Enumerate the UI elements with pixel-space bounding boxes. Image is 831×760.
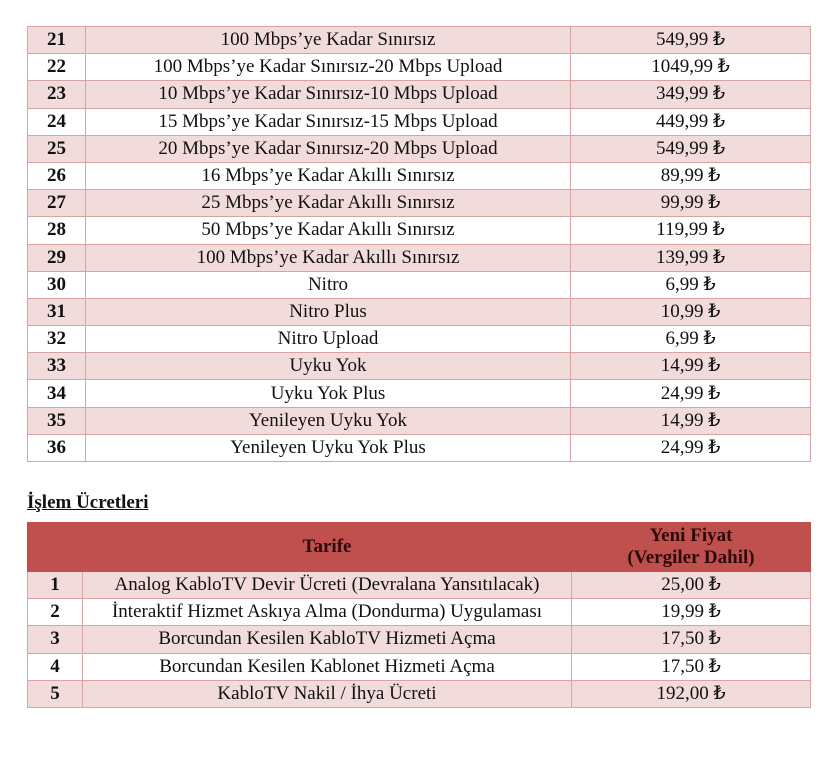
row-name: Analog KabloTV Devir Ücreti (Devralana Yansıtılacak) — [83, 572, 572, 599]
row-number: 35 — [28, 407, 86, 434]
table-row — [28, 626, 811, 653]
row-price: 99,99 ₺ — [571, 190, 811, 217]
header-no — [28, 523, 83, 572]
row-name: 100 Mbps’ye Kadar Sınırsız — [86, 27, 571, 54]
table-row — [28, 407, 811, 434]
fees-table — [27, 522, 811, 708]
row-price: 25,00 ₺ — [572, 572, 811, 599]
row-number: 26 — [28, 162, 86, 189]
row-price: 24,99 ₺ — [571, 434, 811, 461]
table-row — [28, 680, 811, 707]
table-row — [28, 434, 811, 461]
table-row — [28, 271, 811, 298]
section-title-islem-ucretleri: İşlem Ücretleri — [27, 492, 149, 513]
table-row — [28, 81, 811, 108]
row-number: 36 — [28, 434, 86, 461]
row-price: 10,99 ₺ — [571, 298, 811, 325]
header-tarife: Tarife — [83, 523, 572, 572]
row-name: Uyku Yok Plus — [86, 380, 571, 407]
row-name: 25 Mbps’ye Kadar Akıllı Sınırsız — [86, 190, 571, 217]
table-row — [28, 653, 811, 680]
row-number: 29 — [28, 244, 86, 271]
row-number: 33 — [28, 353, 86, 380]
row-number: 21 — [28, 27, 86, 54]
table-row — [28, 353, 811, 380]
tariff-table — [27, 26, 811, 462]
row-name: 16 Mbps’ye Kadar Akıllı Sınırsız — [86, 162, 571, 189]
row-name: 50 Mbps’ye Kadar Akıllı Sınırsız — [86, 217, 571, 244]
row-price: 449,99 ₺ — [571, 108, 811, 135]
row-name: İnteraktif Hizmet Askıya Alma (Dondurma) Uygulaması — [83, 599, 572, 626]
header-price-line1: Yeni Fiyat — [649, 525, 733, 546]
row-number: 4 — [28, 653, 83, 680]
row-price: 17,50 ₺ — [572, 653, 811, 680]
table-row — [28, 27, 811, 54]
table-row — [28, 298, 811, 325]
row-name: Borcundan Kesilen Kablonet Hizmeti Açma — [83, 653, 572, 680]
tariff-table-body — [28, 27, 811, 462]
table-row — [28, 54, 811, 81]
row-price: 17,50 ₺ — [572, 626, 811, 653]
row-number: 34 — [28, 380, 86, 407]
row-number: 3 — [28, 626, 83, 653]
row-price: 1049,99 ₺ — [571, 54, 811, 81]
table-row — [28, 190, 811, 217]
row-name: Nitro Upload — [86, 326, 571, 353]
row-number: 1 — [28, 572, 83, 599]
row-price: 89,99 ₺ — [571, 162, 811, 189]
row-number: 22 — [28, 54, 86, 81]
row-name: 15 Mbps’ye Kadar Sınırsız-15 Mbps Upload — [86, 108, 571, 135]
row-number: 5 — [28, 680, 83, 707]
row-name: Borcundan Kesilen KabloTV Hizmeti Açma — [83, 626, 572, 653]
table-row — [28, 162, 811, 189]
row-number: 31 — [28, 298, 86, 325]
row-number: 28 — [28, 217, 86, 244]
row-price: 19,99 ₺ — [572, 599, 811, 626]
row-price: 549,99 ₺ — [571, 135, 811, 162]
row-name: 20 Mbps’ye Kadar Sınırsız-20 Mbps Upload — [86, 135, 571, 162]
row-name: KabloTV Nakil / İhya Ücreti — [83, 680, 572, 707]
table-row — [28, 217, 811, 244]
row-price: 192,00 ₺ — [572, 680, 811, 707]
row-price: 549,99 ₺ — [571, 27, 811, 54]
row-price: 6,99 ₺ — [571, 271, 811, 298]
row-name: Uyku Yok — [86, 353, 571, 380]
row-price: 139,99 ₺ — [571, 244, 811, 271]
table-row — [28, 572, 811, 599]
row-price: 24,99 ₺ — [571, 380, 811, 407]
table-row — [28, 599, 811, 626]
table-row — [28, 380, 811, 407]
row-price: 14,99 ₺ — [571, 407, 811, 434]
fees-table-body — [28, 572, 811, 708]
row-price: 119,99 ₺ — [571, 217, 811, 244]
row-number: 27 — [28, 190, 86, 217]
row-number: 24 — [28, 108, 86, 135]
row-name: 10 Mbps’ye Kadar Sınırsız-10 Mbps Upload — [86, 81, 571, 108]
row-price: 14,99 ₺ — [571, 353, 811, 380]
row-number: 30 — [28, 271, 86, 298]
table-row — [28, 135, 811, 162]
row-name: 100 Mbps’ye Kadar Sınırsız-20 Mbps Upload — [86, 54, 571, 81]
header-price — [572, 523, 811, 572]
fees-table-header — [28, 523, 811, 572]
row-name: Yenileyen Uyku Yok — [86, 407, 571, 434]
row-number: 2 — [28, 599, 83, 626]
header-price-line2: (Vergiler Dahil) — [627, 547, 755, 568]
row-number: 32 — [28, 326, 86, 353]
table-row — [28, 244, 811, 271]
row-price: 6,99 ₺ — [571, 326, 811, 353]
row-number: 23 — [28, 81, 86, 108]
row-name: Nitro Plus — [86, 298, 571, 325]
row-price: 349,99 ₺ — [571, 81, 811, 108]
table-row — [28, 108, 811, 135]
row-name: Yenileyen Uyku Yok Plus — [86, 434, 571, 461]
table-row — [28, 326, 811, 353]
row-name: 100 Mbps’ye Kadar Akıllı Sınırsız — [86, 244, 571, 271]
row-number: 25 — [28, 135, 86, 162]
row-name: Nitro — [86, 271, 571, 298]
